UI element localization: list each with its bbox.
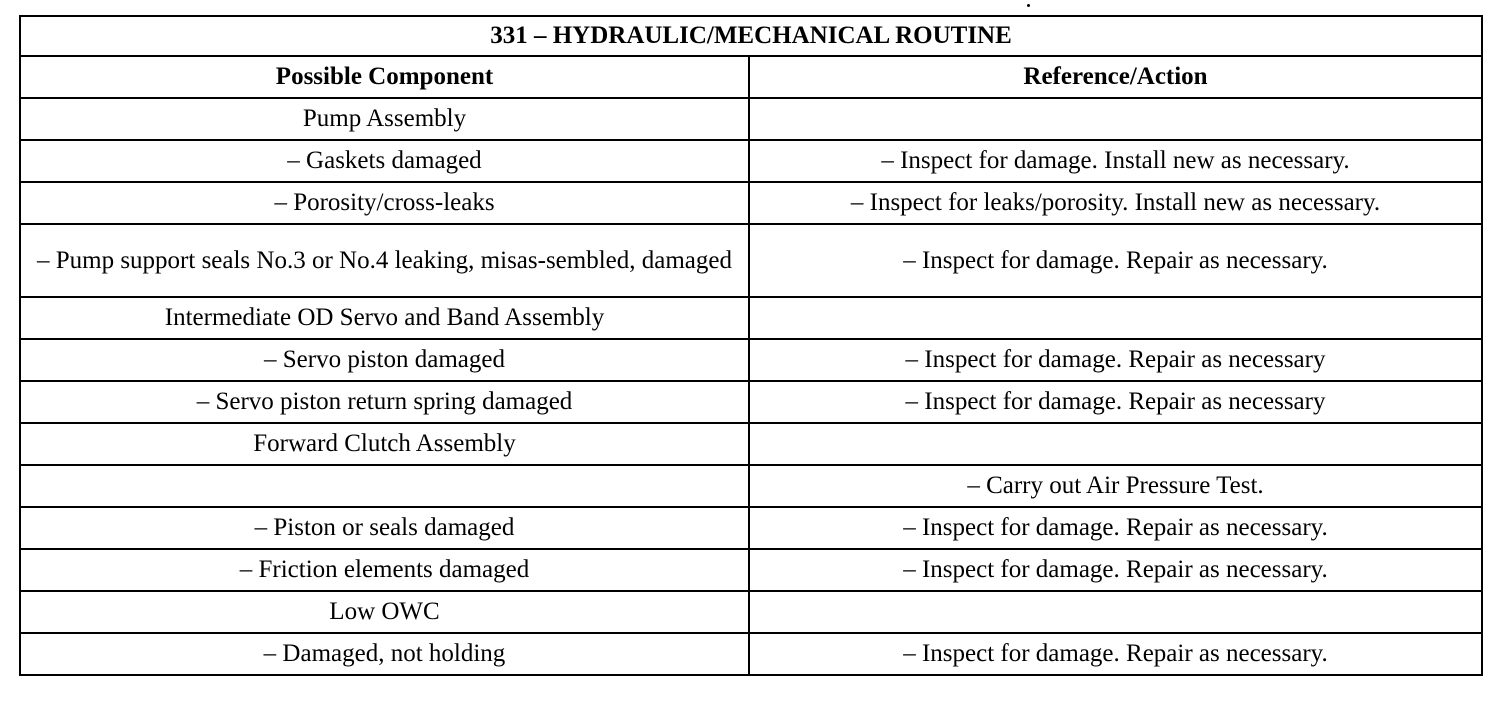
action-cell: – Inspect for damage. Repair as necessary.: [749, 507, 1482, 549]
table-row: [20, 423, 1482, 465]
action-cell: [749, 423, 1482, 465]
table-row: [20, 224, 1482, 297]
component-cell: – Gaskets damaged: [20, 140, 749, 182]
table-row: [20, 182, 1482, 224]
component-cell: – Friction elements damaged: [20, 549, 749, 591]
action-cell: – Inspect for damage. Repair as necessary.: [749, 633, 1482, 675]
action-cell: – Inspect for damage. Repair as necessary.: [749, 549, 1482, 591]
table-row: [20, 98, 1482, 140]
stray-mark: [1027, 4, 1030, 7]
table-row: [20, 297, 1482, 339]
action-cell: – Inspect for damage. Repair as necessary: [749, 339, 1482, 381]
action-cell: – Inspect for damage. Repair as necessary: [749, 381, 1482, 423]
component-cell: Low OWC: [20, 591, 749, 633]
component-cell: – Servo piston damaged: [20, 339, 749, 381]
table-row: [20, 591, 1482, 633]
table-row: [20, 549, 1482, 591]
action-cell: [749, 591, 1482, 633]
table-row: [20, 381, 1482, 423]
action-cell: – Inspect for damage. Repair as necessary.: [749, 224, 1482, 297]
diagnostic-table: [19, 15, 1483, 676]
component-cell: – Servo piston return spring damaged: [20, 381, 749, 423]
table-title: 331 – HYDRAULIC/MECHANICAL ROUTINE: [20, 16, 1482, 56]
action-cell: – Carry out Air Pressure Test.: [749, 465, 1482, 507]
action-cell: [749, 297, 1482, 339]
component-cell: [20, 465, 749, 507]
table-row: [20, 633, 1482, 675]
component-cell: – Damaged, not holding: [20, 633, 749, 675]
component-cell: Intermediate OD Servo and Band Assembly: [20, 297, 749, 339]
table-row: [20, 339, 1482, 381]
action-cell: – Inspect for damage. Install new as necessary.: [749, 140, 1482, 182]
component-cell: – Piston or seals damaged: [20, 507, 749, 549]
component-cell: – Pump support seals No.3 or No.4 leaking, misas-sembled, damaged: [20, 224, 749, 297]
action-cell: [749, 98, 1482, 140]
action-cell: – Inspect for leaks/porosity. Install new as necessary.: [749, 182, 1482, 224]
table-row: [20, 507, 1482, 549]
table-row: [20, 140, 1482, 182]
document-page: [19, 15, 1481, 676]
component-cell: – Porosity/cross-leaks: [20, 182, 749, 224]
component-cell: Forward Clutch Assembly: [20, 423, 749, 465]
table-row: [20, 465, 1482, 507]
column-header-component: Possible Component: [20, 56, 749, 98]
component-cell: Pump Assembly: [20, 98, 749, 140]
column-header-action: Reference/Action: [749, 56, 1482, 98]
